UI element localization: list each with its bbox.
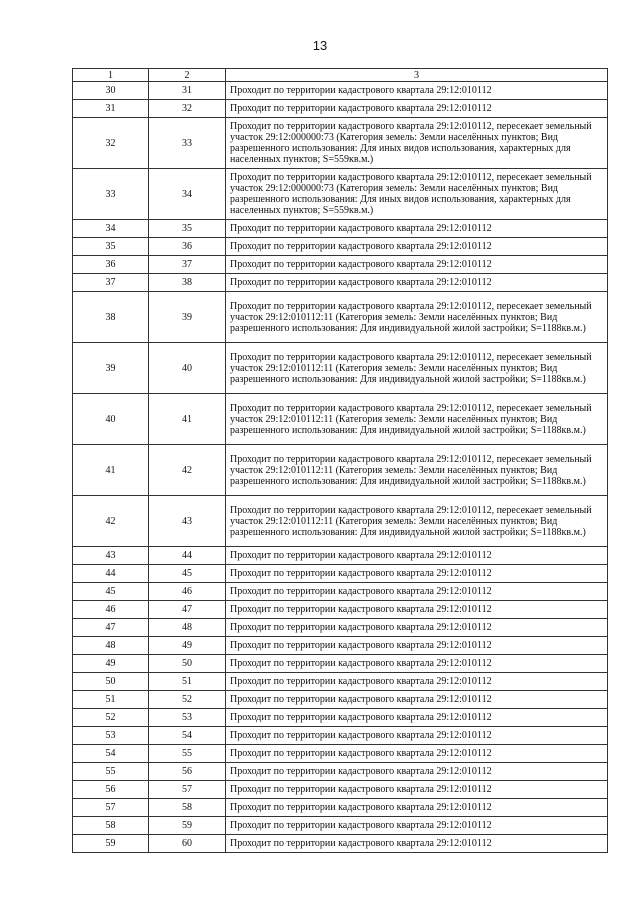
table-row	[73, 220, 608, 238]
to-point-cell: 52	[149, 691, 226, 709]
from-point-cell: 33	[73, 169, 149, 220]
from-point-cell: 40	[73, 394, 149, 445]
from-point-cell: 56	[73, 781, 149, 799]
table-row	[73, 817, 608, 835]
from-point-cell: 30	[73, 82, 149, 100]
table-header-row	[73, 69, 608, 82]
table-row	[73, 292, 608, 343]
description-cell: Проходит по территории кадастрового квартала 29:12:010112	[226, 274, 608, 292]
header-col-1: 1	[73, 69, 149, 82]
description-cell: Проходит по территории кадастрового квартала 29:12:010112	[226, 565, 608, 583]
from-point-cell: 48	[73, 637, 149, 655]
from-point-cell: 36	[73, 256, 149, 274]
description-cell: Проходит по территории кадастрового квартала 29:12:010112, пересекает земельный участок 29:12:010112:11 (Категория земель: Земли населённых пунктов; Вид разрешенного использования: Для индивидуальной жилой застройки; S=1188кв.м.)	[226, 445, 608, 496]
from-point-cell: 46	[73, 601, 149, 619]
table-row	[73, 691, 608, 709]
description-cell: Проходит по территории кадастрового квартала 29:12:010112	[226, 601, 608, 619]
page-number: 13	[312, 38, 328, 53]
description-cell: Проходит по территории кадастрового квартала 29:12:010112, пересекает земельный участок 29:12:010112:11 (Категория земель: Земли населённых пунктов; Вид разрешенного использования: Для индивидуальной жилой застройки; S=1188кв.м.)	[226, 394, 608, 445]
to-point-cell: 38	[149, 274, 226, 292]
description-cell: Проходит по территории кадастрового квартала 29:12:010112	[226, 673, 608, 691]
table-row	[73, 394, 608, 445]
description-cell: Проходит по территории кадастрового квартала 29:12:010112	[226, 727, 608, 745]
from-point-cell: 38	[73, 292, 149, 343]
from-point-cell: 49	[73, 655, 149, 673]
from-point-cell: 41	[73, 445, 149, 496]
from-point-cell: 50	[73, 673, 149, 691]
table-row	[73, 799, 608, 817]
description-cell: Проходит по территории кадастрового квартала 29:12:010112	[226, 82, 608, 100]
to-point-cell: 60	[149, 835, 226, 853]
to-point-cell: 42	[149, 445, 226, 496]
to-point-cell: 57	[149, 781, 226, 799]
table-row	[73, 637, 608, 655]
to-point-cell: 46	[149, 583, 226, 601]
to-point-cell: 59	[149, 817, 226, 835]
table-row	[73, 709, 608, 727]
to-point-cell: 33	[149, 118, 226, 169]
description-cell: Проходит по территории кадастрового квартала 29:12:010112	[226, 781, 608, 799]
to-point-cell: 32	[149, 100, 226, 118]
table-row	[73, 727, 608, 745]
to-point-cell: 45	[149, 565, 226, 583]
description-cell: Проходит по территории кадастрового квартала 29:12:010112	[226, 709, 608, 727]
to-point-cell: 48	[149, 619, 226, 637]
header-col-3: 3	[226, 69, 608, 82]
description-cell: Проходит по территории кадастрового квартала 29:12:010112	[226, 745, 608, 763]
description-cell: Проходит по территории кадастрового квартала 29:12:010112	[226, 220, 608, 238]
from-point-cell: 43	[73, 547, 149, 565]
table-row	[73, 256, 608, 274]
from-point-cell: 32	[73, 118, 149, 169]
description-cell: Проходит по территории кадастрового квартала 29:12:010112, пересекает земельный участок 29:12:010112:11 (Категория земель: Земли населённых пунктов; Вид разрешенного использования: Для индивидуальной жилой застройки; S=1188кв.м.)	[226, 496, 608, 547]
table-row	[73, 673, 608, 691]
to-point-cell: 55	[149, 745, 226, 763]
description-cell: Проходит по территории кадастрового квартала 29:12:010112	[226, 619, 608, 637]
from-point-cell: 34	[73, 220, 149, 238]
table-row	[73, 583, 608, 601]
to-point-cell: 51	[149, 673, 226, 691]
table-row	[73, 655, 608, 673]
from-point-cell: 42	[73, 496, 149, 547]
from-point-cell: 52	[73, 709, 149, 727]
table-row	[73, 781, 608, 799]
from-point-cell: 35	[73, 238, 149, 256]
table-row	[73, 745, 608, 763]
to-point-cell: 35	[149, 220, 226, 238]
table-row	[73, 763, 608, 781]
table-row	[73, 238, 608, 256]
description-cell: Проходит по территории кадастрового квартала 29:12:010112	[226, 100, 608, 118]
to-point-cell: 49	[149, 637, 226, 655]
table-row	[73, 601, 608, 619]
table-row	[73, 619, 608, 637]
to-point-cell: 40	[149, 343, 226, 394]
to-point-cell: 54	[149, 727, 226, 745]
table-row	[73, 445, 608, 496]
table-row	[73, 565, 608, 583]
from-point-cell: 51	[73, 691, 149, 709]
table-row	[73, 547, 608, 565]
from-point-cell: 59	[73, 835, 149, 853]
to-point-cell: 47	[149, 601, 226, 619]
description-cell: Проходит по территории кадастрового квартала 29:12:010112	[226, 799, 608, 817]
description-cell: Проходит по территории кадастрового квартала 29:12:010112	[226, 691, 608, 709]
to-point-cell: 41	[149, 394, 226, 445]
to-point-cell: 31	[149, 82, 226, 100]
description-cell: Проходит по территории кадастрового квартала 29:12:010112	[226, 835, 608, 853]
from-point-cell: 37	[73, 274, 149, 292]
table-row	[73, 82, 608, 100]
description-cell: Проходит по территории кадастрового квартала 29:12:010112	[226, 238, 608, 256]
table-row	[73, 343, 608, 394]
from-point-cell: 44	[73, 565, 149, 583]
from-point-cell: 31	[73, 100, 149, 118]
from-point-cell: 53	[73, 727, 149, 745]
to-point-cell: 37	[149, 256, 226, 274]
to-point-cell: 56	[149, 763, 226, 781]
table-row	[73, 496, 608, 547]
description-cell: Проходит по территории кадастрового квартала 29:12:010112	[226, 256, 608, 274]
table-row	[73, 274, 608, 292]
table-row	[73, 835, 608, 853]
from-point-cell: 54	[73, 745, 149, 763]
from-point-cell: 58	[73, 817, 149, 835]
to-point-cell: 44	[149, 547, 226, 565]
to-point-cell: 58	[149, 799, 226, 817]
to-point-cell: 36	[149, 238, 226, 256]
description-cell: Проходит по территории кадастрового квартала 29:12:010112	[226, 547, 608, 565]
description-cell: Проходит по территории кадастрового квартала 29:12:010112, пересекает земельный участок 29:12:000000:73 (Категория земель: Земли населённых пунктов; Вид разрешенного использования: Для иных видов использования, характерных для населенных пунктов; S=559кв.м.)	[226, 118, 608, 169]
to-point-cell: 53	[149, 709, 226, 727]
to-point-cell: 34	[149, 169, 226, 220]
to-point-cell: 43	[149, 496, 226, 547]
from-point-cell: 55	[73, 763, 149, 781]
header-col-2: 2	[149, 69, 226, 82]
to-point-cell: 39	[149, 292, 226, 343]
description-cell: Проходит по территории кадастрового квартала 29:12:010112	[226, 763, 608, 781]
description-cell: Проходит по территории кадастрового квартала 29:12:010112	[226, 583, 608, 601]
from-point-cell: 47	[73, 619, 149, 637]
from-point-cell: 45	[73, 583, 149, 601]
table-row	[73, 100, 608, 118]
to-point-cell: 50	[149, 655, 226, 673]
table-row	[73, 118, 608, 169]
table-body	[73, 82, 608, 853]
description-cell: Проходит по территории кадастрового квартала 29:12:010112	[226, 637, 608, 655]
from-point-cell: 57	[73, 799, 149, 817]
boundary-description-table	[72, 68, 608, 853]
description-cell: Проходит по территории кадастрового квартала 29:12:010112	[226, 655, 608, 673]
from-point-cell: 39	[73, 343, 149, 394]
description-cell: Проходит по территории кадастрового квартала 29:12:010112, пересекает земельный участок 29:12:000000:73 (Категория земель: Земли населённых пунктов; Вид разрешенного использования: Для иных видов использования, характерных для населенных пунктов; S=559кв.м.)	[226, 169, 608, 220]
description-cell: Проходит по территории кадастрового квартала 29:12:010112, пересекает земельный участок 29:12:010112:11 (Категория земель: Земли населённых пунктов; Вид разрешенного использования: Для индивидуальной жилой застройки; S=1188кв.м.)	[226, 292, 608, 343]
description-cell: Проходит по территории кадастрового квартала 29:12:010112	[226, 817, 608, 835]
table-row	[73, 169, 608, 220]
description-cell: Проходит по территории кадастрового квартала 29:12:010112, пересекает земельный участок 29:12:010112:11 (Категория земель: Земли населённых пунктов; Вид разрешенного использования: Для индивидуальной жилой застройки; S=1188кв.м.)	[226, 343, 608, 394]
